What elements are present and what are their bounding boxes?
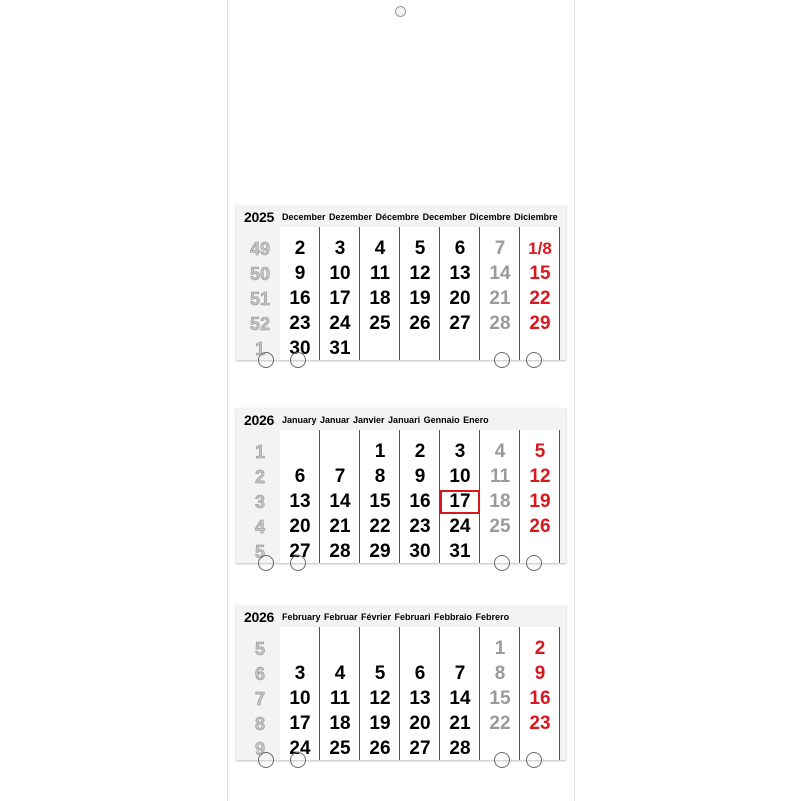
day-cell: 6: [454, 238, 466, 259]
day-cell: 25: [329, 738, 351, 759]
week-number: 9: [254, 739, 265, 759]
day-cell: 25: [369, 313, 391, 334]
day-cell: 14: [329, 491, 351, 512]
day-column: [480, 227, 520, 360]
day-cell: 27: [289, 541, 311, 562]
day-cell: 16: [289, 288, 311, 309]
day-cell: 14: [489, 263, 511, 284]
day-cell: 18: [489, 491, 511, 512]
day-cell: 2: [414, 441, 426, 462]
day-cell: 19: [369, 713, 391, 734]
day-cell: 21: [449, 713, 471, 734]
slider-ring-icon: [290, 352, 306, 368]
day-cell: 10: [289, 688, 311, 709]
day-cell: 2: [534, 638, 546, 659]
day-cell: 29: [529, 313, 551, 334]
week-number: 5: [254, 639, 265, 659]
day-cell: 21: [489, 288, 511, 309]
day-cell: 5: [414, 238, 426, 259]
month-header: [236, 408, 566, 428]
day-cell: 4: [494, 441, 506, 462]
year-label: 2026: [244, 412, 274, 428]
day-cell: 18: [369, 288, 391, 309]
day-cell: 27: [409, 738, 431, 759]
week-number: 2: [254, 467, 265, 487]
day-column: [520, 227, 560, 360]
month-block-january-2026: [236, 408, 566, 563]
week-number: 1: [254, 339, 265, 359]
day-cell: 8: [374, 466, 386, 487]
month-block-february-2026: [236, 605, 566, 760]
day-cell: 7: [494, 238, 506, 259]
day-cell: 9: [534, 663, 546, 684]
day-cell: 3: [294, 663, 306, 684]
day-cell: 27: [449, 313, 471, 334]
day-column: [520, 430, 560, 563]
week-number: 52: [249, 314, 271, 334]
day-column: [480, 430, 520, 563]
slider-ring-icon: [290, 555, 306, 571]
slider-ring-icon: [526, 752, 542, 768]
slider-ring-icon: [258, 752, 274, 768]
slider-ring-icon: [494, 555, 510, 571]
day-cell: 12: [529, 466, 551, 487]
day-cell: 28: [449, 738, 471, 759]
day-cell: 28: [489, 313, 511, 334]
day-cell: 24: [289, 738, 311, 759]
week-number: 3: [254, 492, 265, 512]
slider-ring-icon: [258, 352, 274, 368]
day-cell: 20: [449, 288, 471, 309]
day-cell: 18: [329, 713, 351, 734]
week-number: 51: [249, 289, 271, 309]
day-cell: 13: [449, 263, 471, 284]
day-cell: 24: [449, 516, 471, 537]
week-number-column: [240, 627, 280, 760]
day-cell: 22: [369, 516, 391, 537]
day-cell: 26: [529, 516, 551, 537]
day-cell: 4: [374, 238, 386, 259]
month-names: January Januar Janvier Januari Gennaio Enero: [282, 415, 489, 425]
year-label: 2025: [244, 209, 274, 225]
day-cell: 4: [334, 663, 346, 684]
day-column: [280, 227, 320, 360]
slider-ring-icon: [290, 752, 306, 768]
day-cell: 21: [329, 516, 351, 537]
week-number-column: [240, 430, 280, 563]
slider-ring-icon: [526, 555, 542, 571]
day-column: [360, 227, 400, 360]
day-cell: 10: [329, 263, 351, 284]
day-cell: 13: [409, 688, 431, 709]
week-number: 6: [254, 664, 265, 684]
month-header: [236, 205, 566, 225]
day-cell: 19: [409, 288, 431, 309]
day-cell: 22: [489, 713, 511, 734]
day-cell: 10: [449, 466, 471, 487]
day-cell: 3: [334, 238, 346, 259]
day-cell: 17: [289, 713, 311, 734]
day-column: [400, 430, 440, 563]
day-cell: 24: [329, 313, 351, 334]
day-cell: 12: [409, 263, 431, 284]
slider-ring-icon: [494, 752, 510, 768]
day-cell: 11: [489, 466, 511, 487]
day-cell: 2: [294, 238, 306, 259]
day-cell: 11: [369, 263, 391, 284]
week-number: 8: [254, 714, 265, 734]
day-cell: 16: [529, 688, 551, 709]
day-cell: 15: [489, 688, 511, 709]
month-names: February Februar Février Februari Febbraio Febrero: [282, 612, 510, 622]
day-cell: 1/8: [528, 239, 552, 258]
day-cell: 14: [449, 688, 471, 709]
slider-ring-icon: [526, 352, 542, 368]
day-cell: 31: [449, 541, 471, 562]
day-cell: 16: [409, 491, 431, 512]
slider-ring-icon: [258, 555, 274, 571]
day-cell: 31: [329, 338, 351, 359]
week-number: 4: [254, 517, 265, 537]
week-number: 49: [249, 239, 271, 259]
week-number: 50: [249, 264, 271, 284]
day-column: [400, 227, 440, 360]
year-label: 2026: [244, 609, 274, 625]
day-column: [320, 430, 360, 563]
day-cell: 9: [414, 466, 426, 487]
day-cell: 6: [294, 466, 306, 487]
day-cell: 30: [409, 541, 431, 562]
week-number-column: [240, 227, 280, 360]
day-cell: 26: [369, 738, 391, 759]
month-header: [236, 605, 566, 625]
today-cell: 17: [440, 490, 480, 514]
day-cell: 28: [329, 541, 351, 562]
day-cell: 20: [289, 516, 311, 537]
day-column: [440, 627, 480, 760]
day-column: [280, 627, 320, 760]
day-cell: 9: [294, 263, 306, 284]
day-column: [320, 227, 360, 360]
day-cell: 6: [414, 663, 426, 684]
week-number: 5: [254, 542, 265, 562]
day-column: [440, 430, 480, 563]
day-cell: 15: [369, 491, 391, 512]
day-column: [520, 627, 560, 760]
day-column: [440, 227, 480, 360]
day-cell: 29: [369, 541, 391, 562]
day-cell: 22: [529, 288, 551, 309]
week-number: 7: [254, 689, 265, 709]
day-cell: 15: [529, 263, 551, 284]
day-cell: 19: [529, 491, 551, 512]
month-names: December Dezember Décembre December Dicembre Diciembre: [282, 212, 558, 222]
day-cell: 1: [494, 638, 506, 659]
day-cell: 7: [334, 466, 346, 487]
slider-ring-icon: [494, 352, 510, 368]
day-cell: 30: [289, 338, 311, 359]
day-cell: 12: [369, 688, 391, 709]
day-cell: 23: [289, 313, 311, 334]
day-cell: 23: [529, 713, 551, 734]
day-cell: 25: [489, 516, 511, 537]
day-cell: 17: [329, 288, 351, 309]
day-cell: 5: [374, 663, 386, 684]
day-column: [400, 627, 440, 760]
day-cell: 13: [289, 491, 311, 512]
day-cell: 5: [534, 441, 546, 462]
day-column: [360, 627, 400, 760]
day-cell: 3: [454, 441, 466, 462]
day-cell: 11: [329, 688, 351, 709]
day-cell: 7: [454, 663, 466, 684]
month-block-december-2025: [236, 205, 566, 360]
hanging-hole: [395, 6, 406, 17]
day-cell: 8: [494, 663, 506, 684]
day-column: [480, 627, 520, 760]
day-column: [320, 627, 360, 760]
day-cell: 20: [409, 713, 431, 734]
day-cell: 23: [409, 516, 431, 537]
day-column: [280, 430, 320, 563]
day-cell: 1: [374, 441, 386, 462]
day-column: [360, 430, 400, 563]
day-cell: 26: [409, 313, 431, 334]
week-number: 1: [254, 442, 265, 462]
